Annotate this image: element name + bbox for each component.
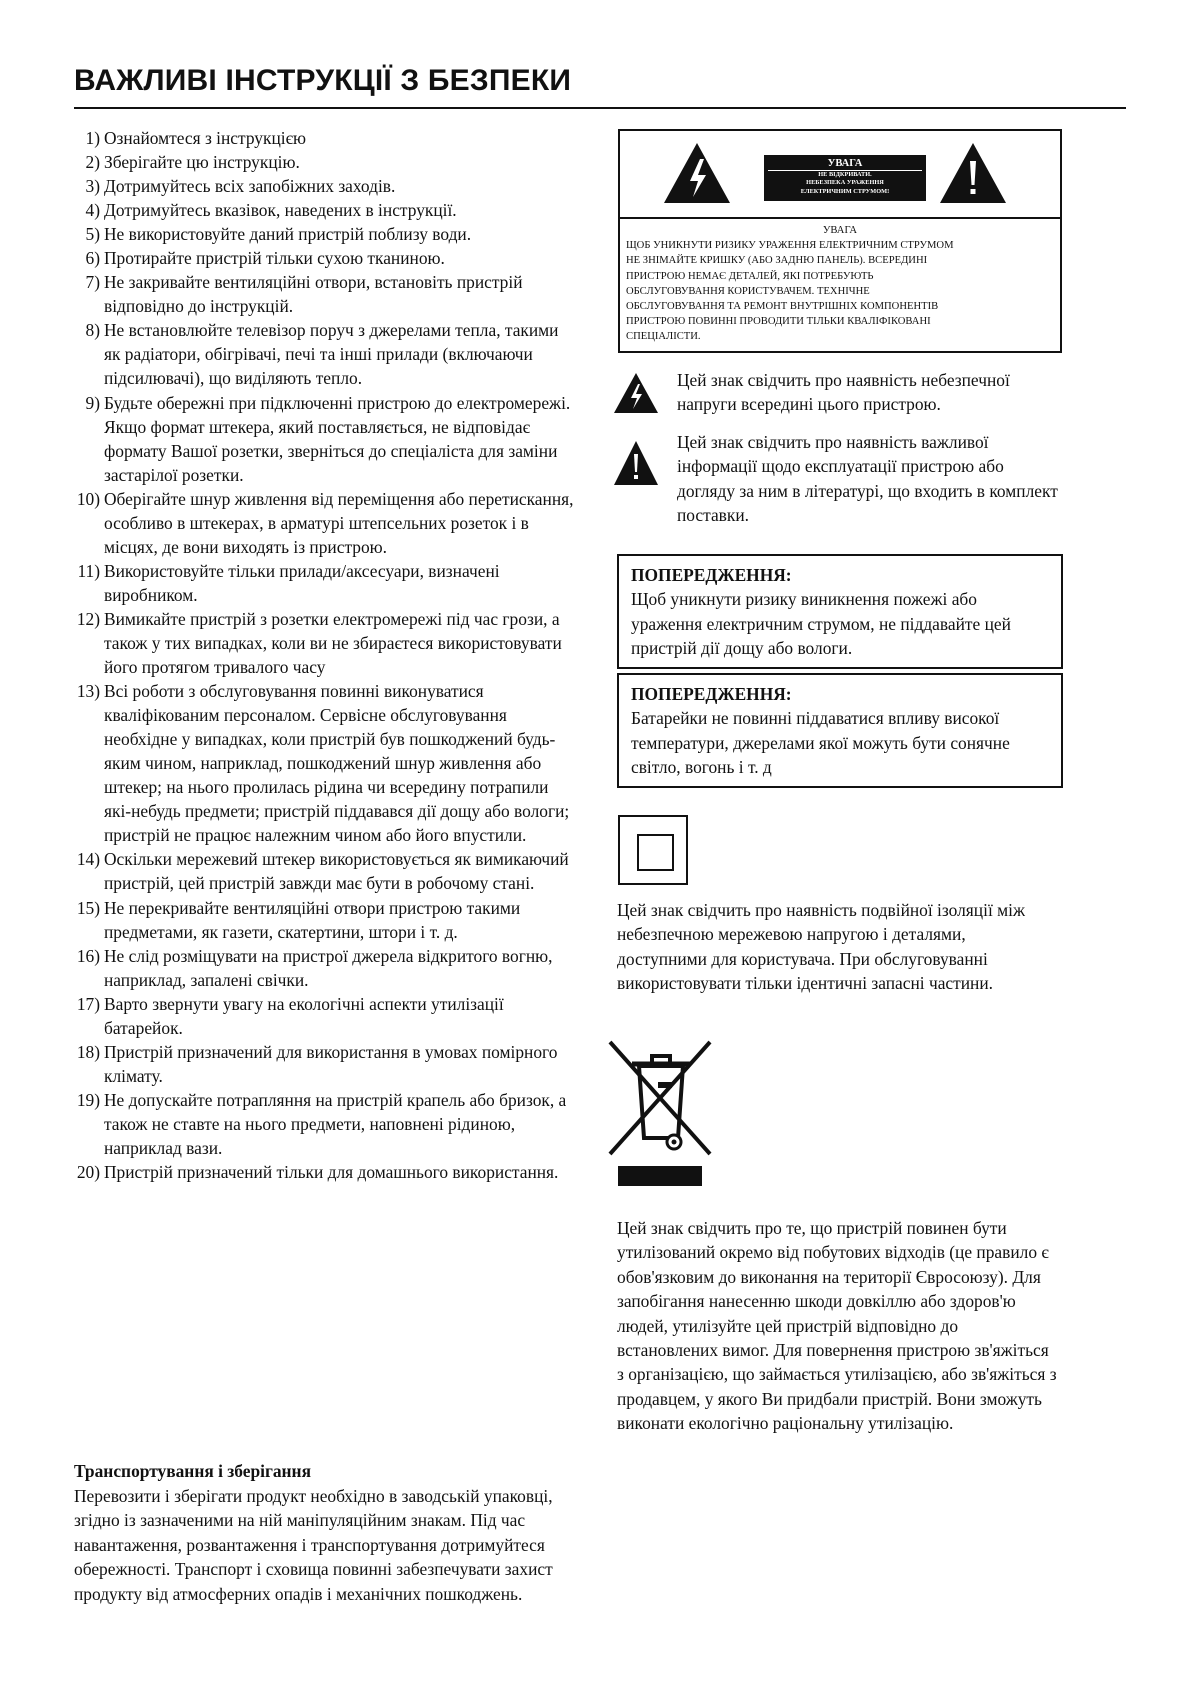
warning-box-moisture	[617, 554, 1063, 669]
item-text: Не допускайте потрапляння на пристрій крапель або бризок, а також не ставте на нього предмети, наповнені рідиною, наприклад вази.	[104, 1089, 567, 1158]
title-divider	[74, 107, 1126, 109]
list-item	[74, 992, 574, 1040]
caution-body	[626, 223, 1054, 345]
caution-body-line: ОБСЛУГОВУВАННЯ КОРИСТУВАЧЕМ. ТЕХНІЧНЕ	[626, 285, 870, 297]
list-item	[74, 847, 574, 895]
caution-label-line: НЕБЕЗПЕКА УРАЖЕННЯ	[806, 179, 884, 187]
item-text: Дотримуйтесь вказівок, наведених в інструкції.	[104, 200, 457, 221]
caution-label-box	[618, 129, 1062, 353]
item-text: Будьте обережні при підключенні пристрою до електромережі. Якщо формат штекера, який поставляється, не відповідає формату Вашої розетки, зверніться до спеціаліста для заміни застарілої розетки.	[104, 392, 571, 485]
list-item	[74, 607, 574, 679]
list-item	[74, 150, 574, 174]
list-item	[74, 246, 574, 270]
caution-body-title: УВАГА	[822, 225, 858, 236]
voltage-sign-text: Цей знак свідчить про наявність небезпечної напруги всередині цього пристрою.	[677, 370, 1010, 415]
item-number: 11)	[77, 560, 100, 581]
lightning-triangle-icon	[662, 141, 732, 205]
list-item	[74, 559, 574, 607]
list-item	[74, 270, 574, 318]
item-number: 6)	[85, 248, 100, 269]
caution-label	[764, 155, 926, 201]
item-number: 8)	[85, 320, 100, 341]
item-text: Дотримуйтесь всіх запобіжних заходів.	[104, 176, 396, 197]
item-number: 4)	[85, 200, 100, 221]
caution-label-line: ЕЛЕКТРИЧНИМ СТРУМОМ!	[800, 187, 890, 195]
item-text: Зберігайте цю інструкцію.	[104, 152, 300, 173]
item-number: 19)	[76, 1089, 100, 1110]
list-item	[74, 944, 574, 992]
item-text: Пристрій призначений для використання в умовах помірного клімату.	[104, 1041, 558, 1086]
item-text: Пристрій призначений тільки для домашнього використання.	[104, 1162, 559, 1183]
item-text: Не закривайте вентиляційні отвори, встановіть пристрій відповідно до інструкцій.	[104, 272, 523, 317]
list-item	[74, 198, 574, 222]
item-number: 7)	[85, 272, 100, 293]
transport-heading: Транспортування і зберігання	[74, 1461, 311, 1481]
item-number: 9)	[85, 392, 100, 413]
warning-box-batteries	[617, 673, 1063, 788]
item-text: Не встановлюйте телевізор поруч з джерелами тепла, такими як радіатори, обігрівачі, печі та інші прилади (включаючи підсилювачі), що виділяють тепло.	[104, 320, 559, 389]
list-item	[74, 222, 574, 246]
item-number: 17)	[76, 993, 100, 1014]
warning-text: Батарейки не повинні піддаватися впливу високої температури, джерелами якої можуть бути сонячне світло, вогонь і т. д	[631, 708, 1010, 778]
warning-text: Щоб уникнути ризику виникнення пожежі або ураження електричним струмом, не піддавайте цей пристрій дії дощу або вологи.	[631, 589, 1011, 659]
item-number: 14)	[76, 849, 100, 870]
instructions-list	[74, 126, 574, 1184]
item-text: Протирайте пристрій тільки сухою тканиною.	[104, 248, 445, 269]
item-number: 13)	[76, 681, 100, 702]
list-item	[74, 318, 574, 390]
warning-heading: ПОПЕРЕДЖЕННЯ:	[631, 565, 792, 585]
item-text: Не перекривайте вентиляційні отвори пристрою такими предметами, як газети, скатертини, штори і т. д.	[104, 897, 521, 942]
caution-body-line: СПЕЦІАЛІСТИ.	[626, 331, 701, 343]
warning-heading: ПОПЕРЕДЖЕННЯ:	[631, 684, 792, 704]
list-item	[74, 487, 574, 559]
caution-body-line: ПРИСТРОЮ ПОВИННІ ПРОВОДИТИ ТІЛЬКИ КВАЛІФІКОВАНІ	[626, 316, 931, 328]
voltage-sign-row	[613, 368, 1059, 417]
list-item	[74, 126, 574, 150]
list-item	[74, 896, 574, 944]
info-sign-row	[613, 430, 1059, 528]
exclamation-triangle-icon	[938, 141, 1008, 205]
double-insulation-text: Цей знак свідчить про наявність подвійної ізоляції між небезпечною мережевою напругою і деталями, доступними для користувача. При обслуговуванні використовувати тільки ідентичні запасні частини.	[617, 900, 1025, 994]
item-number: 20)	[76, 1162, 100, 1183]
caution-body-line: ПРИСТРОЮ НЕМАЄ ДЕТАЛЕЙ, ЯКІ ПОТРЕБУЮТЬ	[626, 270, 874, 282]
crossed-bin-icon	[606, 1038, 716, 1160]
lightning-triangle-icon	[613, 372, 659, 414]
list-item	[74, 1040, 574, 1088]
caution-body-line: ОБСЛУГОВУВАННЯ ТА РЕМОНТ ВНУТРІШНІХ КОМПОНЕНТІВ	[626, 301, 939, 313]
item-number: 2)	[85, 152, 100, 173]
item-text: Всі роботи з обслуговування повинні виконуватися кваліфікованим персоналом. Сервісне обслуговування необхідне у випадках, коли пристрій був пошкоджений будь-яким чином, наприклад, пошкоджений шнур живлення або штекер; на нього пролилась рідина чи всередину потрапили які-небудь предмети; пристрій піддавався дії дощу або вологи; пристрій не працює належним чином або його впустили.	[104, 681, 570, 846]
weee-text: Цей знак свідчить про те, що пристрій повинен бути утилізований окремо від побутових відходів (це правило є обов'язковим до виконання на території Євросоюзу). Для запобігання нанесенню шкоди довкіллю або здоров'ю людей, утилізуйте цей пристрій відповідно до встановлених вимог. Для повернення пристрою зв'яжіться з організацією, що займається утилізацією, або зв'яжіться з продавцем, у якого Ви придбали пристрій. Вони зможуть виконати екологічно раціональну утилізацію.	[617, 1218, 1057, 1434]
weee-bar	[618, 1166, 702, 1186]
item-text: Вимикайте пристрій з розетки електромережі під час грози, а також у тих випадках, коли ви не збираєтеся використовувати його протягом тривалого часу	[104, 608, 562, 678]
list-item	[74, 174, 574, 198]
list-item	[74, 679, 574, 847]
item-number: 3)	[85, 176, 100, 197]
list-item	[74, 1160, 574, 1184]
item-text: Використовуйте тільки прилади/аксесуари, визначені виробником.	[104, 560, 500, 605]
transport-text: Перевозити і зберігати продукт необхідно в заводській упаковці, згідно із зазначеними на ній маніпуляційним знакам. Під час навантаження, розвантаження і транспортування дотримуйтеся обережності. Транспорт і сховища повинні забезпечувати захист продукту від атмосферних опадів і механічних пошкоджень.	[74, 1486, 553, 1604]
item-number: 16)	[76, 945, 100, 966]
double-insulation-inner	[637, 834, 674, 871]
item-text: Варто звернути увагу на екологічні аспекти утилізації батарейок.	[104, 993, 504, 1038]
item-text: Оберігайте шнур живлення від переміщення або перетискання, особливо в штекерах, в арматурі штепсельних розеток і в місцях, де вони виходять із пристрою.	[104, 488, 574, 557]
item-number: 12)	[76, 608, 100, 629]
item-number: 1)	[85, 128, 100, 148]
caution-divider	[620, 217, 1060, 219]
caution-body-line: ЩОБ УНИКНУТИ РИЗИКУ УРАЖЕННЯ ЕЛЕКТРИЧНИМ СТРУМОМ	[626, 240, 954, 252]
item-text: Оскільки мережевий штекер використовується як вимикаючий пристрій, цей пристрій завжди має бути в робочому стані.	[104, 849, 569, 894]
list-item	[74, 391, 574, 487]
caution-body-line: НЕ ЗНІМАЙТЕ КРИШКУ (АБО ЗАДНЮ ПАНЕЛЬ). ВСЕРЕДИНІ	[626, 255, 928, 267]
item-text: Ознайомтеся з інструкцією	[104, 128, 307, 148]
item-number: 5)	[85, 224, 100, 245]
exclamation-triangle-icon	[613, 440, 659, 486]
list-item	[74, 1088, 574, 1160]
caution-label-heading: УВАГА	[768, 155, 922, 171]
page-title: ВАЖЛИВІ ІНСТРУКЦІЇ З БЕЗПЕКИ	[74, 64, 572, 97]
item-number: 15)	[76, 897, 100, 918]
item-text: Не використовуйте даний пристрій поблизу води.	[104, 224, 472, 245]
item-text: Не слід розміщувати на пристрої джерела відкритого вогню, наприклад, запалені свічки.	[104, 945, 553, 990]
caution-header-band	[620, 131, 1060, 217]
info-sign-text: Цей знак свідчить про наявність важливої інформації щодо експлуатації пристрою або догляду за ним в літературі, що входить в комплект поставки.	[677, 432, 1058, 526]
item-number: 18)	[76, 1041, 100, 1062]
double-insulation-icon	[618, 815, 688, 885]
item-number: 10)	[76, 488, 100, 509]
caution-label-line: НЕ ВІДКРИВАТИ.	[818, 171, 872, 178]
